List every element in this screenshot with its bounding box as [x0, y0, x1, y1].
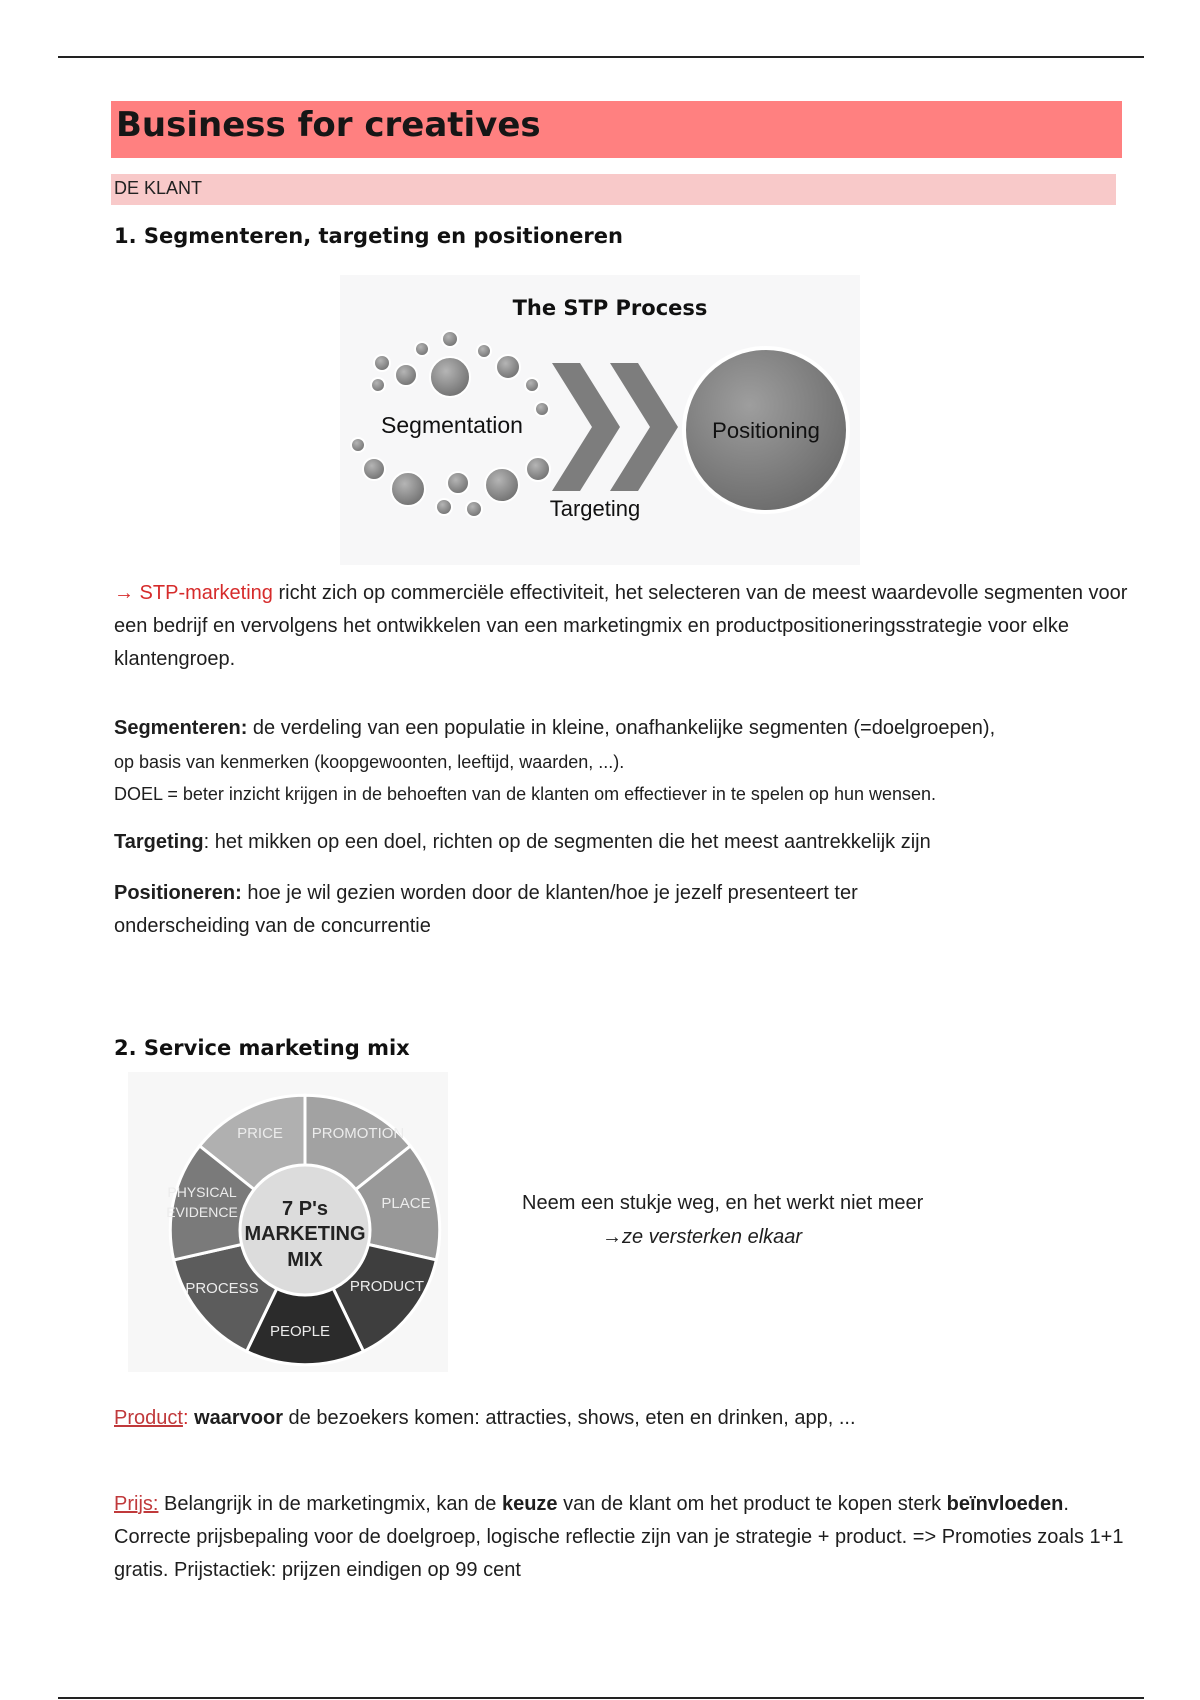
prijs-bold-1: keuze: [501, 1493, 558, 1515]
wheel-process: PROCESS: [185, 1280, 259, 1297]
wheel-product: PRODUCT: [349, 1278, 425, 1295]
stp-diagram: [340, 275, 860, 565]
segmenteren-text: de verdeling van een populatie in kleine, onafhankelijke segmenten (=doelgroepen),: [247, 717, 996, 739]
wheel-center-2: MARKETING: [244, 1223, 366, 1245]
product-term: Product: [114, 1407, 183, 1429]
top-rule: [58, 56, 1144, 58]
segmenteren-term: Segmenteren:: [114, 717, 248, 739]
page-title: Business for creatives: [116, 105, 541, 145]
segmenteren-paragraph: [114, 712, 1134, 745]
wheel-evidence: EVIDENCE: [166, 1204, 238, 1220]
title-banner: [111, 101, 1122, 158]
positioneren-term: Positioneren:: [114, 882, 242, 904]
bottom-rule: [58, 1697, 1144, 1699]
product-paragraph: [114, 1402, 1134, 1435]
targeting-label: Targeting: [549, 496, 641, 521]
targeting-text: : het mikken op een doel, richten op de segmenten die het meest aantrekkelijk zijn: [203, 831, 931, 853]
mix-note: [522, 1186, 923, 1254]
prijs-text-3: . Correcte prijsbepaling voor de doelgroep, logische reflectie zijn van je strategie + product. => Promoties zoals 1+1 gratis. Prijstactiek: prijzen eindigen op 99 cent: [114, 1493, 1124, 1581]
positioneren-text: hoe je wil gezien worden door de klanten/hoe je jezelf presenteert ter onderscheiding van de concurrentie: [114, 882, 858, 937]
stp-title: The STP Process: [512, 296, 708, 320]
wheel-physical: PHYSICAL: [167, 1184, 237, 1200]
product-bold: waarvoor: [194, 1407, 283, 1429]
stp-paragraph: [114, 577, 1134, 676]
targeting-paragraph: [114, 826, 1134, 859]
section-banner: [111, 174, 1116, 205]
marketing-mix-wheel: [128, 1072, 448, 1372]
segmentation-label: Segmentation: [381, 412, 523, 438]
stp-text: richt zich op commerciële effectiviteit, het selecteren van de meest waardevolle segmenten voor een bedrijf en vervolgens het ontwikkelen van een marketingmix en productpositioneringsstrategie voor elke klantengroep.: [114, 582, 1128, 670]
prijs-text-1: Belangrijk in de marketingmix, kan de: [158, 1493, 502, 1515]
wheel-people: PEOPLE: [269, 1323, 331, 1340]
heading-mix: 2. Service marketing mix: [114, 1036, 410, 1060]
product-text: de bezoekers komen: attracties, shows, eten en drinken, app, ...: [283, 1407, 856, 1429]
product-colon: :: [182, 1407, 189, 1429]
prijs-bold-2: beïnvloeden: [946, 1493, 1064, 1515]
prijs-text-2: van de klant om het product te kopen sterk: [557, 1493, 947, 1515]
prijs-term: Prijs:: [114, 1493, 159, 1515]
mix-note-line2: →ze versterken elkaar: [602, 1226, 803, 1248]
wheel-promotion: PROMOTION: [311, 1125, 405, 1142]
targeting-term: Targeting: [114, 831, 204, 853]
wheel-price: PRICE: [237, 1125, 283, 1142]
positioning-label: Positioning: [712, 418, 820, 443]
wheel-place: PLACE: [381, 1195, 431, 1212]
prijs-paragraph: [114, 1488, 1134, 1587]
stp-term: → STP-marketing: [114, 582, 273, 604]
wheel-center-1: 7 P's: [282, 1198, 328, 1220]
doel-line: DOEL = beter inzicht krijgen in de behoeften van de klanten om effectiever in te spelen op hun wensen.: [114, 784, 937, 804]
section-label: DE KLANT: [114, 178, 203, 198]
wheel-center-3: MIX: [287, 1249, 323, 1271]
heading-stp: 1. Segmenteren, targeting en positioneren: [114, 224, 623, 248]
positioneren-paragraph: [114, 877, 994, 943]
mix-note-line1: Neem een stukje weg, en het werkt niet meer: [522, 1192, 924, 1214]
segmenteren-paragraph-cont: op basis van kenmerken (koopgewoonten, leeftijd, waarden, ...).: [114, 752, 625, 772]
